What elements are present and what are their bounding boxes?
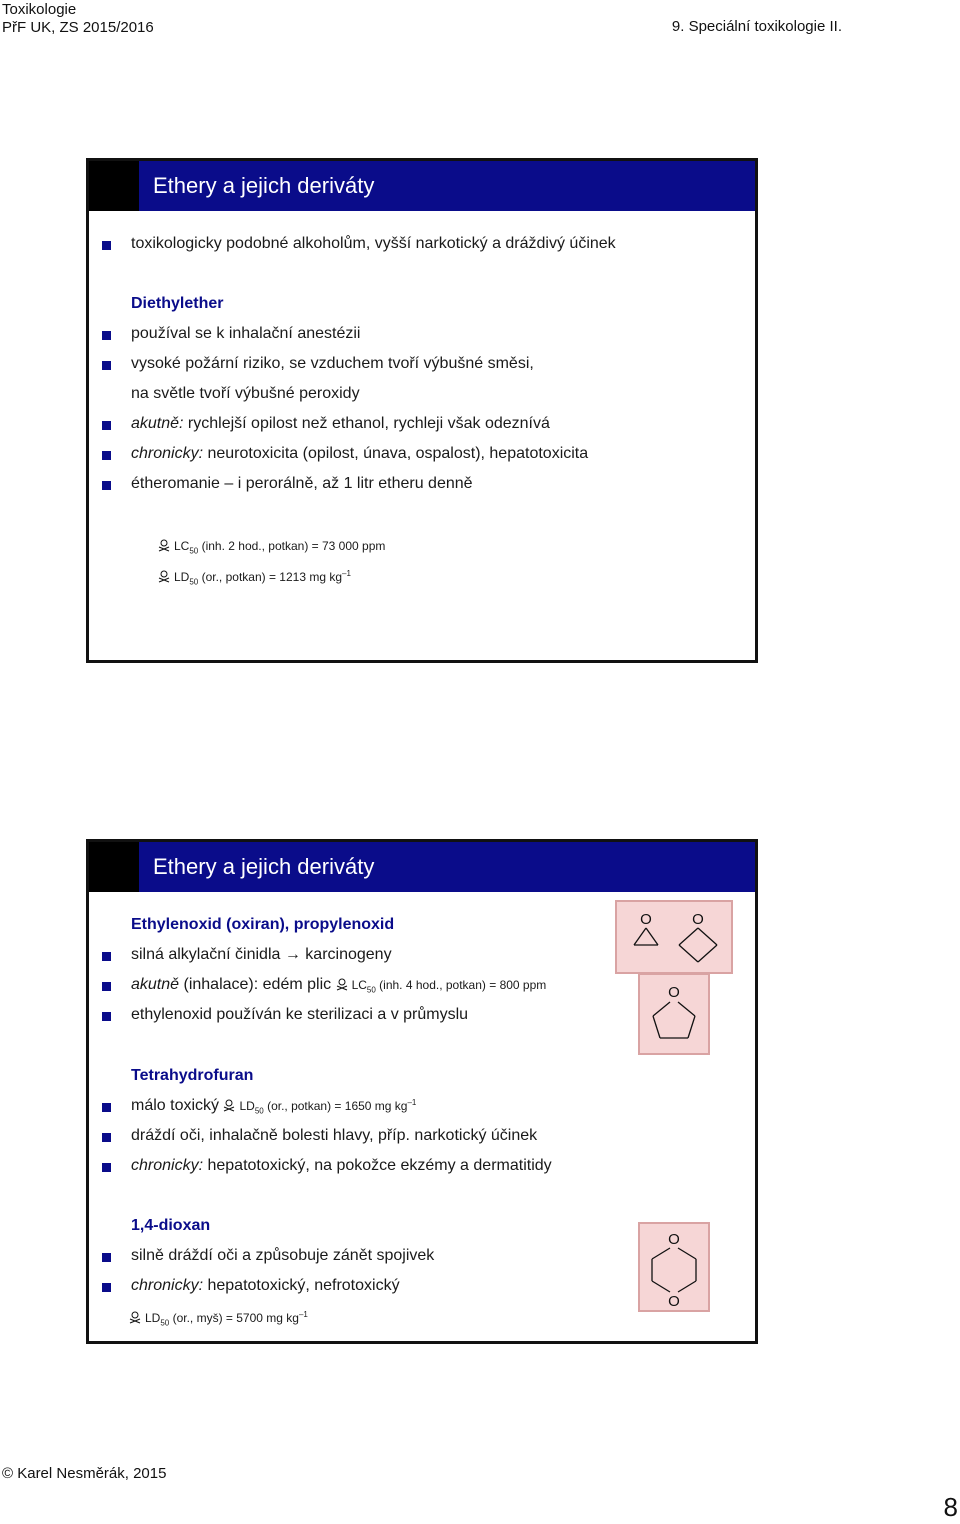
list-item: silná alkylační činidla → karcinogeny bbox=[131, 946, 392, 963]
list-item-acute bbox=[131, 415, 550, 433]
svg-text:O: O bbox=[640, 911, 652, 928]
chronic-label: chronicky: bbox=[131, 445, 204, 462]
slide-1 bbox=[86, 158, 758, 663]
page-header-left bbox=[2, 1, 154, 37]
list-item: používal se k inhalační anestézii bbox=[131, 325, 361, 342]
section-heading-tetrahydrofuran: Tetrahydrofuran bbox=[131, 1067, 254, 1084]
acute-text: rychlejší opilost než ethanol, rychleji však odeznívá bbox=[183, 415, 550, 432]
page-number: 8 bbox=[943, 1492, 958, 1522]
ethylenoxid-structure bbox=[615, 900, 733, 974]
slide-2 bbox=[86, 839, 758, 1344]
chapter-title: 9. Speciální toxikologie II. bbox=[671, 18, 842, 35]
section-heading-ethylenoxid: Ethylenoxid (oxiran), propylenoxid bbox=[131, 916, 395, 933]
lc50-inline: $LC_{50}$ (inh. 4 hod., potkan) = 800 ppm bbox=[336, 978, 547, 992]
list-item-chronic: chronicky: hepatotoxický, nefrotoxický bbox=[131, 1277, 400, 1294]
list-item: vysoké požární riziko, se vzduchem tvoří výbušné směsi, bbox=[131, 355, 534, 372]
svg-text:O: O bbox=[668, 1293, 680, 1310]
intro-item: toxikologicky podobné alkoholům, vyšší narkotický a dráždivý účinek bbox=[131, 235, 616, 252]
section-heading-diethylether: Diethylether bbox=[131, 295, 224, 312]
slide-title: Ethery a jejich deriváty bbox=[153, 173, 375, 198]
list-item-acute: akutně (inhalace): edém plic $LC_{50}$ (inh. 4 hod., potkan) = 800 ppm bbox=[131, 976, 547, 995]
list-item: dráždí oči, inhalačně bolesti hlavy, příp. narkotický účinek bbox=[131, 1127, 538, 1144]
skull-icon bbox=[336, 978, 348, 991]
list-item: étheromanie – i perorálně, až 1 litr etheru denně bbox=[131, 475, 473, 492]
slide-title-bar bbox=[89, 842, 755, 892]
term: PřF UK, ZS 2015/2016 bbox=[2, 19, 154, 36]
ld50-line: $LD_{50}$ (or., myš) = 5700 mg $kg^{-1}$ bbox=[129, 1310, 308, 1327]
lc50-line: $LC_{50}$ (inh. 2 hod., potkan) = 73 000 ppm bbox=[158, 539, 385, 555]
dioxan-structure bbox=[638, 1222, 710, 1312]
skull-icon bbox=[129, 1311, 141, 1324]
acute-label: akutně bbox=[131, 976, 180, 993]
skull-icon bbox=[223, 1099, 235, 1112]
chronic-text: neurotoxicita (opilost, únava, ospalost), hepatotoxicita bbox=[203, 445, 589, 462]
list-item: málo toxický $LD_{50}$ (or., potkan) = 1650 mg $kg^{-1}$ bbox=[131, 1097, 417, 1116]
slide-title: Ethery a jejich deriváty bbox=[153, 854, 375, 879]
ld50-inline: $LD_{50}$ (or., potkan) = 1650 mg $kg^{-1}$ bbox=[223, 1099, 416, 1113]
acute-label: akutně: bbox=[131, 415, 184, 432]
list-item-continuation: na světle tvoří výbušné peroxidy bbox=[131, 385, 360, 402]
list-item-chronic: chronicky: hepatotoxický, na pokožce ekzémy a dermatitidy bbox=[131, 1157, 552, 1174]
tetrahydrofuran-structure bbox=[638, 973, 710, 1055]
skull-icon bbox=[158, 539, 170, 552]
list-item-chronic bbox=[131, 445, 588, 463]
section-heading-dioxan: 1,4-dioxan bbox=[131, 1217, 211, 1234]
copyright: © Karel Nesměrák, 2015 bbox=[2, 1465, 167, 1482]
slide-title-bar bbox=[89, 161, 755, 211]
svg-text:O: O bbox=[668, 984, 680, 1001]
ld50-line: $LD_{50}$ (or., potkan) = 1213 mg $kg^{-1}$ bbox=[158, 569, 351, 586]
list-item: ethylenoxid používán ke sterilizaci a v průmyslu bbox=[131, 1006, 469, 1023]
svg-text:O: O bbox=[692, 911, 704, 928]
course-name: Toxikologie bbox=[2, 1, 77, 18]
skull-icon bbox=[158, 570, 170, 583]
svg-text:O: O bbox=[668, 1231, 680, 1248]
list-item: silně dráždí oči a způsobuje zánět spojivek bbox=[131, 1247, 435, 1264]
